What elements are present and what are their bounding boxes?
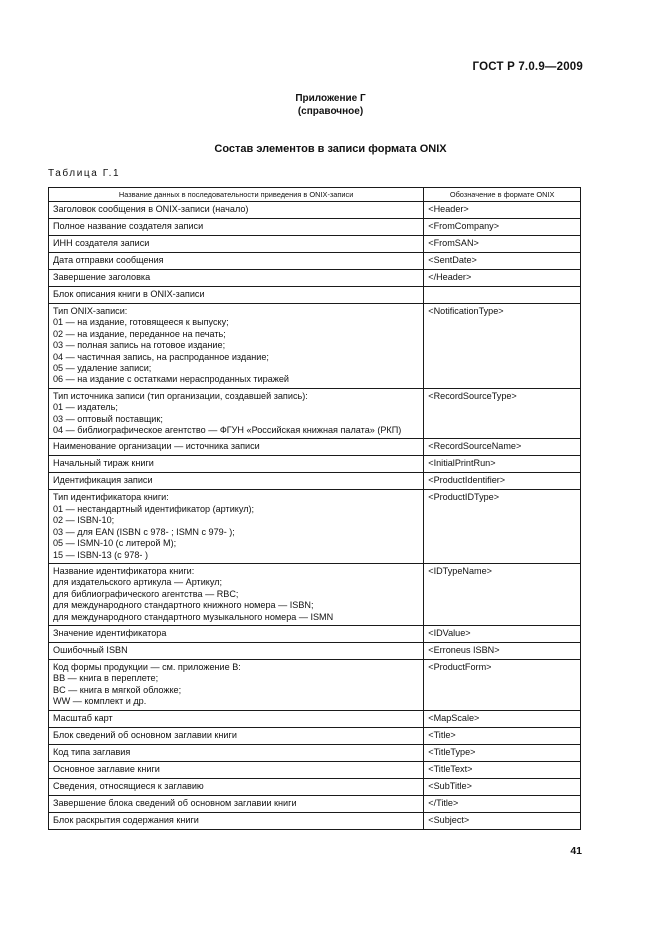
cell-text-line: 05 — ISMN-10 (с литерой M); [53,538,177,549]
cell-data-name [49,253,424,270]
cell-onix-code: <MapScale> [424,710,581,727]
cell-data-name [49,202,424,219]
cell-text-line: 04 — библиографическое агентство — ФГУН «Российская книжная палата» (РКП) [53,425,402,436]
cell-text-line: Блок описания книги в ONIX-записи [53,289,205,299]
cell-text-line: Заголовок сообщения в ONIX-записи (начало) [53,204,249,214]
cell-onix-code: <SubTitle> [424,778,581,795]
table-row [49,287,581,304]
table-row [49,710,581,727]
table-row [49,270,581,287]
table-row [49,388,581,439]
cell-onix-code: <TitleText> [424,761,581,778]
cell-text-line: для международного стандартного книжного номера — ISBN; [53,600,314,611]
cell-data-name [49,287,424,304]
cell-text-line: BC — книга в мягкой обложке; [53,684,182,695]
cell-text-line: 01 — на издание, готовящееся к выпуску; [53,317,229,328]
cell-text-line: Сведения, относящиеся к заглавию [53,780,204,791]
cell-data-name [49,710,424,727]
cell-text-line: Основное заглавие книги [53,763,160,774]
cell-text-line: 04 — частичная запись, на распроданное издание; [53,351,269,362]
cell-text-line: Наименование организации — источника записи [53,441,260,452]
cell-text-line: Код типа заглавия [53,746,131,757]
cell-data-name [49,563,424,625]
table-row [49,304,581,389]
cell-data-name [49,659,424,710]
cell-data-name [49,642,424,659]
table-row [49,473,581,490]
cell-data-name [49,456,424,473]
table-body [49,202,581,830]
table-row [49,795,581,812]
table-row [49,761,581,778]
cell-onix-code: </Header> [424,270,581,287]
cell-text-line: Идентификация записи [53,475,153,486]
cell-data-name [49,439,424,456]
cell-onix-code: <NotificationType> [424,304,581,389]
column-header-code: Обозначение в формате ONIX [424,188,581,202]
cell-data-name [49,795,424,812]
cell-onix-code [424,287,581,304]
cell-text-line: 15 — ISBN-13 (с 978- ) [53,549,149,560]
cell-onix-code: <ProductIDType> [424,490,581,563]
cell-text-line: Тип ONIX-записи: [53,306,128,316]
cell-text-line: Завершение заголовка [53,272,151,282]
cell-onix-code: <Header> [424,202,581,219]
cell-text-line: 03 — для EAN (ISBN с 978- ; ISMN с 979- ); [53,526,235,537]
cell-data-name [49,761,424,778]
table-row [49,659,581,710]
cell-text-line: Блок раскрытия содержания книги [53,814,199,825]
cell-data-name [49,727,424,744]
cell-text-line: Завершение блока сведений об основном заглавии книги [53,797,297,808]
cell-text-line: для международного стандартного музыкального номера — ISMN [53,611,334,622]
cell-text-line: Название идентификатора книги: [53,565,195,576]
cell-text-line: 06 — на издание с остатками нераспроданных тиражей [53,374,290,385]
table-row [49,727,581,744]
cell-text-line: Масштаб карт [53,712,113,723]
cell-text-line: 03 — оптовый поставщик; [53,413,163,424]
cell-text-line: для библиографического агентства — RBC; [53,588,239,599]
table-row [49,202,581,219]
cell-text-line: Блок сведений об основном заглавии книги [53,729,237,740]
column-header-name: Название данных в последовательности приведения в ONIX-записи [49,188,424,202]
cell-text-line: 02 — на издание, переданное на печать; [53,328,226,339]
cell-data-name [49,744,424,761]
section-title: Состав элементов в записи формата ONIX [214,143,447,155]
cell-text-line: Начальный тираж книги [53,458,154,469]
cell-onix-code: <SentDate> [424,253,581,270]
cell-text-line: Тип источника записи (тип организации, создавшей запись): [53,390,308,401]
cell-onix-code: <Erroneus ISBN> [424,642,581,659]
table-row [49,236,581,253]
cell-onix-code: <TitleType> [424,744,581,761]
cell-onix-code: <FromSAN> [424,236,581,253]
cell-text-line: 02 — ISBN-10; [53,515,115,526]
cell-text-line: для издательского артикула — Артикул; [53,577,223,588]
table-row [49,812,581,829]
table-row [49,642,581,659]
table-row [49,563,581,625]
table-header-row [49,188,581,202]
cell-text-line: Дата отправки сообщения [53,255,164,265]
cell-data-name [49,388,424,439]
annex-subtitle: (справочное) [297,106,364,117]
cell-onix-code: <Title> [424,727,581,744]
cell-data-name [49,812,424,829]
cell-data-name [49,490,424,563]
cell-onix-code: <InitialPrintRun> [424,456,581,473]
cell-text-line: 01 — нестандартный идентификатор (артикул); [53,503,255,514]
cell-onix-code: <ProductForm> [424,659,581,710]
cell-data-name [49,625,424,642]
cell-text-line: Ошибочный ISBN [53,644,128,655]
table-row [49,744,581,761]
cell-text-line: Тип идентификатора книги: [53,492,169,503]
cell-text-line: Полное название создателя записи [53,221,204,231]
cell-text-line: ИНН создателя записи [53,238,150,248]
table-caption: Таблица Г.1 [48,168,121,179]
cell-onix-code: <FromCompany> [424,219,581,236]
cell-text-line: Значение идентификатора [53,627,167,638]
cell-text-line: 01 — издатель; [53,402,118,413]
cell-onix-code: <ProductIdentifier> [424,473,581,490]
table-row [49,456,581,473]
page-number: 41 [570,845,582,857]
table-row [49,778,581,795]
table-row [49,219,581,236]
table-row [49,253,581,270]
cell-text-line: WW — комплект и др. [53,696,147,707]
cell-text-line: 05 — удаление записи; [53,363,152,374]
cell-data-name [49,473,424,490]
document-standard-code: ГОСТ Р 7.0.9—2009 [472,61,583,73]
cell-data-name [49,236,424,253]
cell-data-name [49,219,424,236]
annex-heading [0,92,661,118]
cell-text-line: 03 — полная запись на готовое издание; [53,340,226,351]
table-row [49,439,581,456]
table-row [49,625,581,642]
cell-onix-code: <Subject> [424,812,581,829]
cell-onix-code: </Title> [424,795,581,812]
cell-data-name [49,778,424,795]
cell-text-line: BB — книга в переплете; [53,673,159,684]
cell-onix-code: <IDValue> [424,625,581,642]
cell-onix-code: <RecordSourceType> [424,388,581,439]
cell-onix-code: <RecordSourceName> [424,439,581,456]
annex-title: Приложение Г [295,93,366,104]
cell-data-name [49,304,424,389]
onix-elements-table [48,187,581,830]
cell-onix-code: <IDTypeName> [424,563,581,625]
cell-text-line: Код формы продукции — см. приложение В: [53,661,241,672]
table-row [49,490,581,563]
cell-data-name [49,270,424,287]
